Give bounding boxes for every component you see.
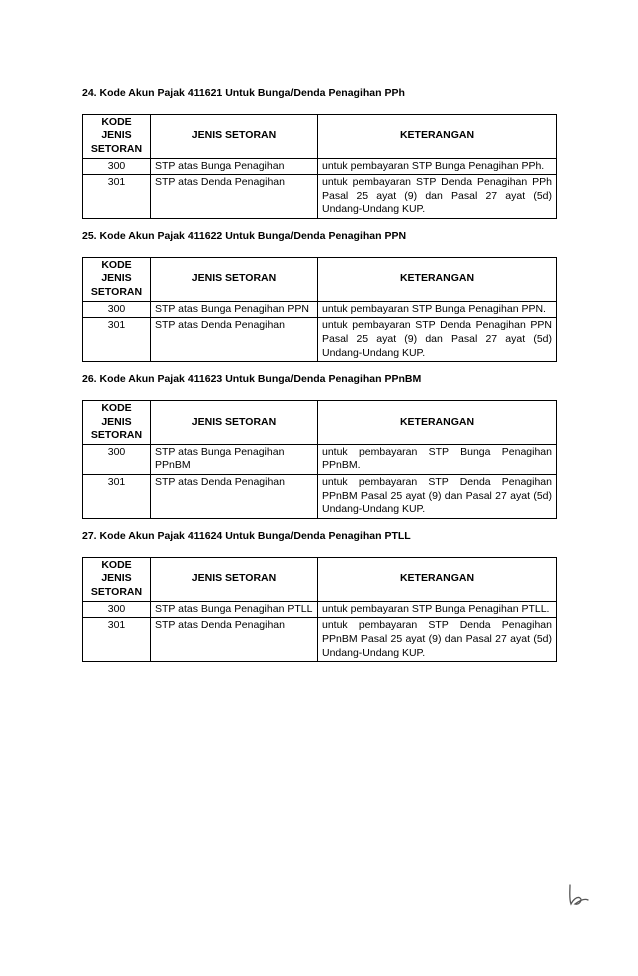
table-row (83, 175, 557, 219)
cell-keterangan: untuk pembayaran STP Bunga Penagihan PPnBM. (318, 444, 557, 474)
cell-kode: 301 (83, 318, 151, 362)
header-jenis: JENIS SETORAN (151, 114, 318, 158)
header-kode: KODE JENIS SETORAN (83, 400, 151, 444)
table-header-row (83, 557, 557, 601)
table-row (83, 318, 557, 362)
cell-keterangan: untuk pembayaran STP Denda Penagihan PPN Pasal 25 ayat (9) dan Pasal 27 ayat (5d) Undang-Undang KUP. (318, 318, 557, 362)
table-row (83, 444, 557, 474)
cell-kode: 301 (83, 475, 151, 519)
cell-kode: 301 (83, 618, 151, 662)
header-kode: KODE JENIS SETORAN (83, 557, 151, 601)
cell-jenis: STP atas Bunga Penagihan PPN (151, 301, 318, 318)
cell-kode: 301 (83, 175, 151, 219)
cell-jenis: STP atas Bunga Penagihan PPnBM (151, 444, 318, 474)
cell-keterangan: untuk pembayaran STP Bunga Penagihan PPN. (318, 301, 557, 318)
section-24 (82, 87, 556, 219)
header-keterangan: KETERANGAN (318, 400, 557, 444)
table-header-row (83, 257, 557, 301)
header-jenis: JENIS SETORAN (151, 257, 318, 301)
table-row (83, 475, 557, 519)
paraf-signature (564, 879, 594, 909)
table-row (83, 618, 557, 662)
table-header-row (83, 114, 557, 158)
table-row (83, 601, 557, 618)
cell-keterangan: untuk pembayaran STP Bunga Penagihan PTLL. (318, 601, 557, 618)
cell-keterangan: untuk pembayaran STP Bunga Penagihan PPh. (318, 158, 557, 175)
section-title: 24. Kode Akun Pajak 411621 Untuk Bunga/Denda Penagihan PPh (82, 87, 405, 99)
document-page (82, 87, 556, 673)
section-25 (82, 230, 556, 362)
header-kode: KODE JENIS SETORAN (83, 257, 151, 301)
cell-jenis: STP atas Denda Penagihan (151, 318, 318, 362)
code-table (82, 257, 557, 362)
cell-kode: 300 (83, 601, 151, 618)
table-row (83, 158, 557, 175)
cell-jenis: STP atas Bunga Penagihan PTLL (151, 601, 318, 618)
section-27 (82, 530, 556, 662)
cell-keterangan: untuk pembayaran STP Denda Penagihan PPh Pasal 25 ayat (9) dan Pasal 27 ayat (5d) Undang-Undang KUP. (318, 175, 557, 219)
cell-jenis: STP atas Bunga Penagihan (151, 158, 318, 175)
header-keterangan: KETERANGAN (318, 114, 557, 158)
cell-jenis: STP atas Denda Penagihan (151, 618, 318, 662)
section-title: 26. Kode Akun Pajak 411623 Untuk Bunga/Denda Penagihan PPnBM (82, 373, 422, 386)
header-keterangan: KETERANGAN (318, 557, 557, 601)
header-kode: KODE JENIS SETORAN (83, 114, 151, 158)
cell-jenis: STP atas Denda Penagihan (151, 475, 318, 519)
cell-jenis: STP atas Denda Penagihan (151, 175, 318, 219)
table-header-row (83, 400, 557, 444)
cell-kode: 300 (83, 444, 151, 474)
section-title: 25. Kode Akun Pajak 411622 Untuk Bunga/Denda Penagihan PPN (82, 230, 407, 243)
cell-kode: 300 (83, 158, 151, 175)
code-table (82, 114, 557, 219)
code-table (82, 557, 557, 662)
code-table (82, 400, 557, 519)
table-row (83, 301, 557, 318)
section-26 (82, 373, 556, 519)
header-jenis: JENIS SETORAN (151, 557, 318, 601)
header-keterangan: KETERANGAN (318, 257, 557, 301)
header-jenis: JENIS SETORAN (151, 400, 318, 444)
cell-keterangan: untuk pembayaran STP Denda Penagihan PPnBM Pasal 25 ayat (9) dan Pasal 27 ayat (5d) Undang-Undang KUP. (318, 618, 557, 662)
cell-keterangan: untuk pembayaran STP Denda Penagihan PPnBM Pasal 25 ayat (9) dan Pasal 27 ayat (5d) Undang-Undang KUP. (318, 475, 557, 519)
cell-kode: 300 (83, 301, 151, 318)
section-title: 27. Kode Akun Pajak 411624 Untuk Bunga/Denda Penagihan PTLL (82, 530, 411, 543)
